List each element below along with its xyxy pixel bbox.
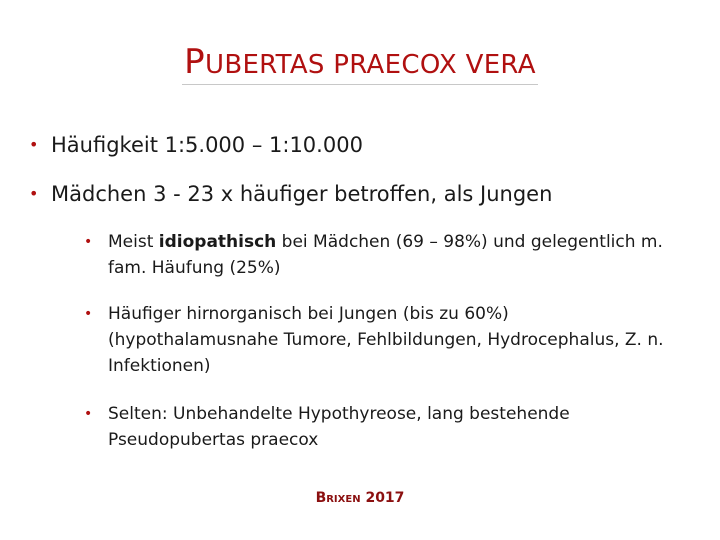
- title-rest: UBERTAS PRAECOX VERA: [204, 50, 536, 80]
- bullet-dot-icon: •: [84, 406, 93, 422]
- sub-bullet-item: [84, 301, 684, 379]
- slide-title: [0, 42, 720, 85]
- bullet-item: [28, 181, 552, 207]
- footer-rest: RIXEN: [326, 494, 361, 505]
- sub-bullet-text-part: bei Mädchen (69 – 98%) und gelegentlich m. fam. Häufung (25%): [108, 232, 663, 278]
- sub-bullet-item: [84, 401, 684, 453]
- bullet-text: Mädchen 3 - 23 x häufiger betroffen, als Jungen: [51, 182, 553, 206]
- bullet-dot-icon: •: [29, 135, 39, 154]
- bullet-item: [28, 132, 363, 158]
- emphasis-text: idiopathisch: [158, 232, 277, 252]
- bullet-dot-icon: •: [29, 184, 39, 203]
- title-initial: P: [184, 42, 205, 82]
- sub-bullet-text: Häufiger hirnorganisch bei Jungen (bis zu 60%) (hypothalamusnahe Tumore, Fehlbildungen, Hydrocephalus, Z. n. Infektionen): [108, 304, 664, 376]
- footer-initial: B: [315, 490, 327, 506]
- sub-bullet-text: Selten: Unbehandelte Hypothyreose, lang bestehende Pseudopubertas praecox: [108, 404, 570, 450]
- footer-label: [0, 490, 720, 506]
- sub-bullet-text-part: Meist: [108, 232, 159, 252]
- footer-year: 2017: [360, 490, 405, 506]
- bullet-dot-icon: •: [84, 306, 93, 322]
- bullet-text: Häufigkeit 1:5.000 – 1:10.000: [51, 133, 363, 157]
- bullet-dot-icon: •: [84, 234, 93, 250]
- sub-bullet-text: [108, 229, 678, 281]
- title-underline: [182, 42, 538, 85]
- sub-bullet-item: [84, 229, 684, 281]
